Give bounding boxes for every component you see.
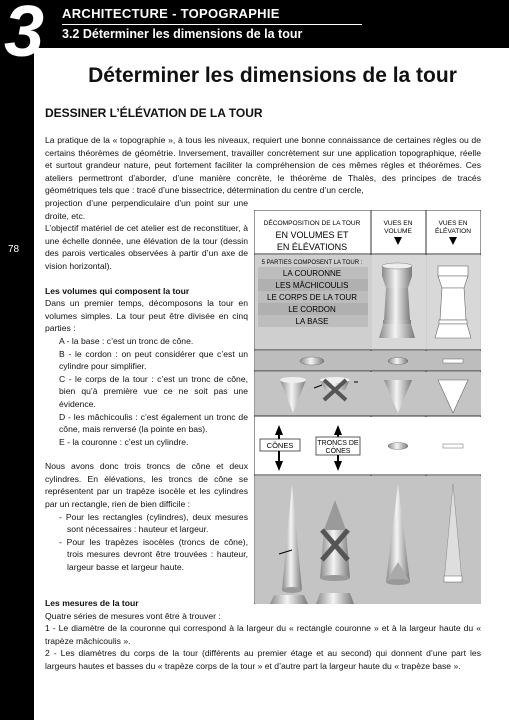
- list-item: D - les mâchicoulis : c’est également un tronc de cône, mais renversé (la pointe en bas).: [59, 411, 248, 435]
- list-item: E - la couronne : c’est un cylindre.: [59, 436, 189, 447]
- rectangle-elevation: [443, 359, 463, 363]
- part-label: LA COURONNE: [282, 269, 342, 278]
- left-margin-bar: [0, 0, 34, 720]
- col1-header-line: DÉCOMPOSITION DE LA TOUR: [263, 220, 361, 227]
- intro-paragraph: La pratique de la « topographie », à tous les niveaux, requiert une bonne connaissance de certaines règles ou de certains théorèmes de géométrie. Inversement, travailler concrètement sur une application topographique, réelle et surtout grandeur nature, peut fortement faciliter la compréhension de ces mêmes règles et théorèmes. Ces ateliers permettront d’aborder, d’une manière concrète, le théorème de Thalès, des principes de tracés géométriques tels que : tracé d’une bissectrice, détermination du centre d’un cercle,: [45, 135, 481, 196]
- cones-label: CÔNES: [266, 441, 294, 450]
- page-number: 78: [8, 244, 20, 255]
- base-rectangle: [444, 576, 462, 582]
- col1-header-line: EN VOLUMES ET: [275, 230, 349, 240]
- list-item: - Pour les trapèzes isocèles (troncs de cône), trois mesures devront être trouvées : hauteur, largeur basse et largeur haute.: [59, 536, 248, 573]
- measures-intro: Quatre séries de mesures vont être à trouver :: [45, 610, 221, 621]
- parts-intro: 5 PARTIES COMPOSENT LA TOUR :: [261, 260, 363, 266]
- summary-paragraph: Nous avons donc trois troncs de cône et deux cylindres. En élévations, les troncs de cône se représentent par un trapèze isocèle et les cylindres par un rectangle, rien de bien difficile :: [45, 461, 248, 510]
- part-label: LES MÂCHICOULIS: [275, 281, 349, 290]
- col2-header-line: VUES EN: [383, 220, 413, 227]
- col2-header-line: VOLUME: [384, 228, 412, 235]
- list-item: A - la base : c’est un tronc de cône.: [59, 335, 194, 346]
- chapter-number: 3: [4, 0, 45, 72]
- col3-header-line: VUES EN: [438, 220, 468, 227]
- cylinder-shape: [388, 358, 408, 365]
- list-item: - Pour les rectangles (cylindres), deux mesures sont nécessaires : hauteur et largeur.: [59, 511, 248, 535]
- subsection-title: 3.2 Déterminer les dimensions de la tour: [62, 27, 303, 41]
- measures-section: [45, 597, 481, 673]
- volumes-heading: Les volumes qui composent la tour: [45, 285, 190, 296]
- troncs-label: CÔNES: [325, 448, 351, 455]
- troncs-label: TRONCS DE: [317, 440, 359, 447]
- left-column: [45, 197, 248, 574]
- page-title: Déterminer les dimensions de la tour: [88, 64, 457, 87]
- col3-header-line: ÉLÉVATION: [434, 228, 472, 235]
- intro-paragraph-end: projection d’une perpendiculaire d’un point sur une droite, etc.: [45, 198, 248, 221]
- measure-item: 1 - Le diamètre de la couronne qui correspond à la largeur du « rectangle couronne » et à la largeur haute du « trapèze mâchicoulis ».: [45, 623, 481, 646]
- rectangle-elevation: [443, 444, 463, 448]
- objective-paragraph: L’objectif matériel de cet atelier est de reconstituer, à une échelle donnée, une élévation de la tour (dessin des parois verticales observées à partir d’un axe de vision horizontal).: [45, 223, 248, 271]
- cylinder-shape: [300, 357, 324, 365]
- section-subtitle: DESSINER L’ÉLÉVATION DE LA TOUR: [45, 106, 263, 120]
- tower-decomposition-figure: [254, 210, 481, 604]
- col1-header-line: EN ÉLÉVATIONS: [276, 242, 348, 252]
- header-divider: [62, 24, 362, 25]
- list-item: B - le cordon : on peut considérer que c’est un cylindre pour simplifier.: [59, 348, 248, 372]
- measure-item: 2 - Les diamètres du corps de la tour (différents au premier étage et au second) qui donnent d’une part les largeurs hautes et basses du « trapèze corps de la tour » et d’autre part la largeur haute du « trapèze base ».: [45, 648, 481, 671]
- part-label: LE CORPS DE LA TOUR: [267, 293, 357, 302]
- part-label: LE CORDON: [288, 305, 336, 314]
- volumes-intro: Dans un premier temps, décomposons la tour en volumes simples. La tour peut être divisée en cinq parties :: [45, 298, 248, 334]
- section-title: ARCHITECTURE - TOPOGRAPHIE: [62, 6, 280, 21]
- cylinder-shape: [388, 443, 408, 450]
- part-label: LA BASE: [295, 317, 329, 326]
- measures-heading: Les mesures de la tour: [45, 598, 139, 608]
- list-item: C - le corps de la tour : c’est un tronc de cône, bien qu’à première vue ce ne soit pas une évidence.: [59, 373, 248, 409]
